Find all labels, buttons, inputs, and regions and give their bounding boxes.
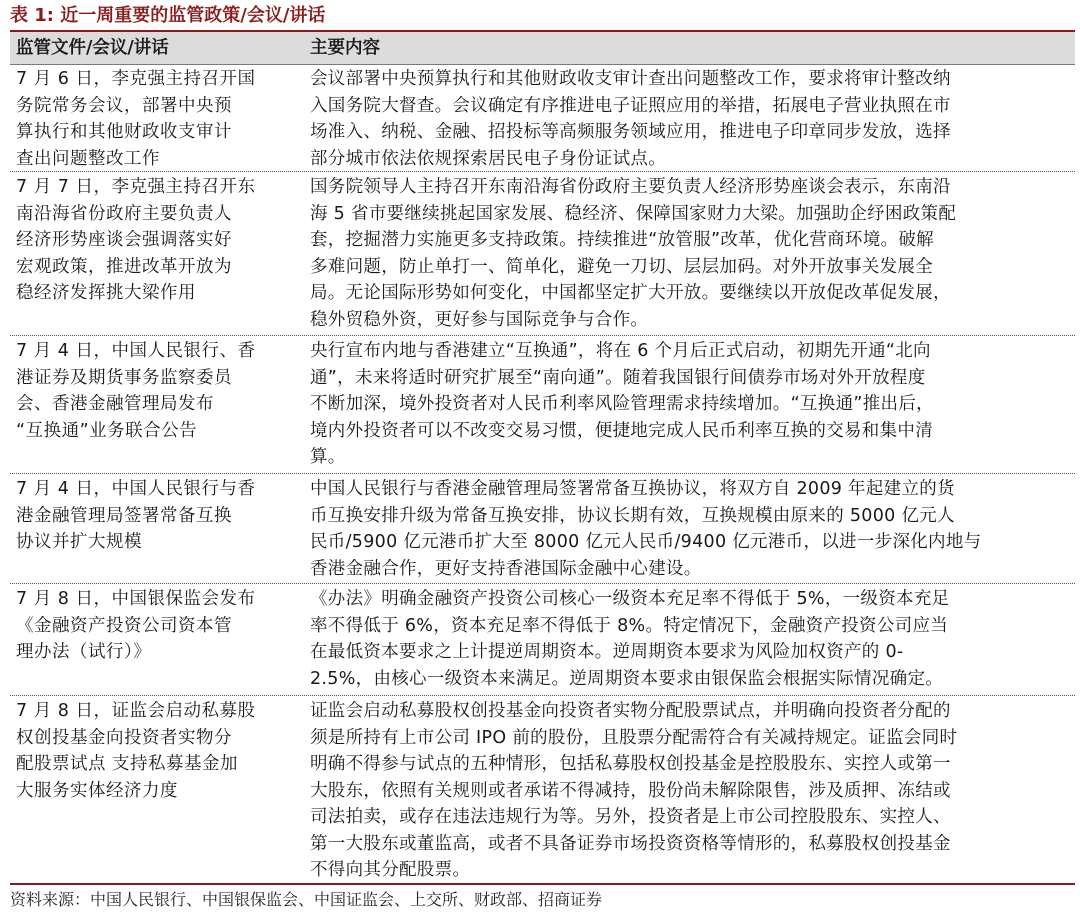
header-col-content: 主要内容 [310, 38, 380, 58]
row-content: 《办法》明确金融资产投资公司核心一级资本充足率不得低于 5%，一级资本充足 率不得低于 6%，资本充足率不得低于 8%。特定情况下，金融资产投资公司应当 在最低资本要求之上计提逆周期资本。逆周期资本要求为风险加权资产的 0- 2.5%，由核心一级资本来满足。逆周期资本要求由银保监会根据实际情况确定。 [310, 589, 950, 689]
table-row [10, 64, 1075, 172]
table-header [10, 32, 1075, 65]
row-title: 7 月 6 日，李克强主持召开国 务院常务会议，部署中央预 算执行和其他财政收支审计 查出问题整改工作 [16, 69, 256, 169]
row-content: 中国人民银行与香港金融管理局签署常备互换协议，将双方自 2009 年起建立的货 币互换安排升级为常备互换安排，协议长期有效，互换规模由原来的 5000 亿元人 民币/5900 亿元港币扩大至 8000 亿元人民币/9400 亿元港币，以进一步深化内地与 香港金融合作，更好支持香港国际金融中心建设。 [310, 479, 982, 579]
row-title: 7 月 4 日，中国人民银行与香 港金融管理局签署常备互换 协议并扩大规模 [16, 479, 256, 552]
table-row [10, 172, 1075, 336]
table-title: 表 1: 近一周重要的监管政策/会议/讲话 [10, 5, 326, 26]
row-title: 7 月 8 日，中国银保监会发布 《金融资产投资公司资本管 理办法（试行）》 [16, 589, 256, 662]
source-note: 资料来源：中国人民银行、中国银保监会、中国证监会、上交所、财政部、招商证券 [10, 890, 603, 909]
row-content: 证监会启动私募股权创投基金向投资者实物分配股票试点，并明确向投资者分配的 须是所持有上市公司 IPO 前的股份，且股票分配需符合有关减持规定。证监会同时 明确不得参与试点的五种情形，包括私募股权创投基金是控股股东、实控人或第一 大股东，依照有关规则或者承诺不得减持，股份尚未解除限售，涉及质押、冻结或 司法拍卖，或存在违法违规行为等。另外，投资者是上市公司控股股东、实控人、 第一大股东或董监高，或者不具备证券市场投资资格等情形的，私募股权创投基金 不得向其分配股票。 [310, 701, 958, 880]
table-title-bar [10, 4, 1075, 32]
row-title: 7 月 8 日，证监会启动私募股 权创投基金向投资者实物分 配股票试点 支持私募基金加 大服务实体经济力度 [16, 701, 256, 801]
row-title: 7 月 7 日，李克强主持召开东 南沿海省份政府主要负责人 经济形势座谈会强调落实好 宏观政策，推进改革开放为 稳经济发挥挑大梁作用 [16, 177, 256, 303]
row-content: 会议部署中央预算执行和其他财政收支审计查出问题整改工作，要求将审计整改纳 入国务院大督查。会议确定有序推进电子证照应用的举措，拓展电子营业执照在市 场准入、纳税、金融、招投标等高频服务领域应用，推进电子印章同步发放，选择 部分城市依法依规探索居民电子身份证试点。 [310, 69, 951, 169]
table-body [10, 64, 1075, 883]
table-row [10, 696, 1075, 883]
table-row [10, 336, 1075, 474]
row-content: 国务院领导人主持召开东南沿海省份政府主要负责人经济形势座谈会表示，东南沿 海 5 省市要继续挑起国家发展、稳经济、保障国家财力大梁。加强助企纾困政策配 套，挖掘潜力实施更多支持政策。持续推进“放管服”改革，优化营商环境。破解 多难问题，防止单打一、简单化，避免一刀切、层层加码。对外开放事关发展全 局。无论国际形势如何变化，中国都坚定扩大开放。要继续以开放促改革促发展， 稳外贸稳外资，更好参与国际竞争与合作。 [310, 177, 957, 330]
row-content: 央行宣布内地与香港建立“互换通”，将在 6 个月后正式启动，初期先开通“北向 通”，未来将适时研究扩展至“南向通”。随着我国银行间债券市场对外开放程度 不断加深，境外投资者对人民币利率风险管理需求持续增加。“互换通”推出后， 境内外投资者可以不改变交易习惯，便捷地完成人民币利率互换的交易和集中清 算。 [310, 341, 934, 467]
table-row [10, 584, 1075, 696]
table-row [10, 474, 1075, 584]
row-title: 7 月 4 日，中国人民银行、香 港证券及期货事务监察委员 会、香港金融管理局发布 “互换通”业务联合公告 [16, 341, 256, 441]
header-col-document: 监管文件/会议/讲话 [16, 38, 169, 58]
table-bottom-rule [10, 883, 1075, 885]
